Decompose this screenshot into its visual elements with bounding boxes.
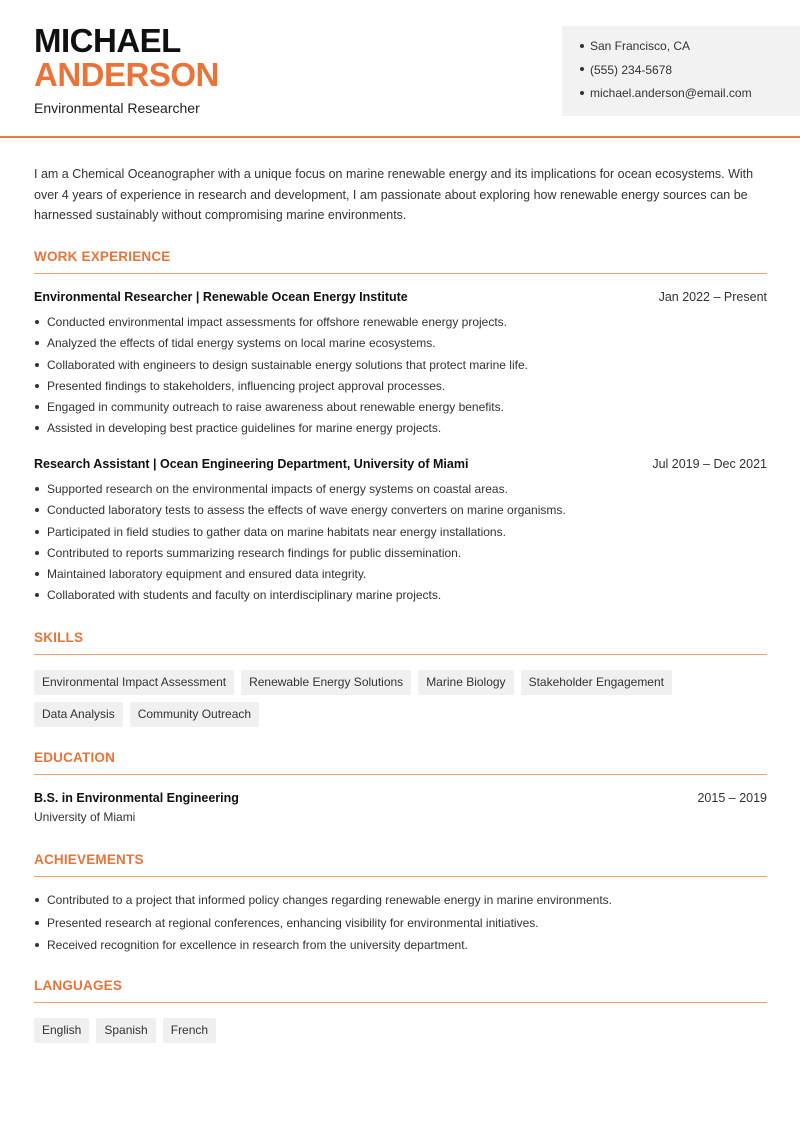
job-entry: [34, 290, 767, 441]
list-item: Presented research at regional conferences, enhancing visibility for environmental initiatives.: [34, 914, 767, 937]
bullet-icon: [580, 44, 584, 48]
list-item: Engaged in community outreach to raise awareness about renewable energy benefits.: [34, 398, 767, 419]
section-title-work: WORK EXPERIENCE: [34, 249, 767, 274]
section-title-achievements: ACHIEVEMENTS: [34, 852, 767, 877]
section-title-education: EDUCATION: [34, 750, 767, 775]
education-entry: [34, 791, 767, 824]
degree: B.S. in Environmental Engineering: [34, 791, 239, 805]
bullet-icon: [580, 67, 584, 71]
skill-tag: Renewable Energy Solutions: [241, 670, 411, 695]
job-header: [34, 457, 767, 471]
language-tag: French: [163, 1018, 216, 1043]
job-title: Environmental Researcher | Renewable Ocean Energy Institute: [34, 290, 408, 304]
contact-location: San Francisco, CA: [580, 37, 800, 61]
list-item: Analyzed the effects of tidal energy systems on local marine ecosystems.: [34, 334, 767, 355]
skill-tag: Environmental Impact Assessment: [34, 670, 234, 695]
job-date: Jan 2022 – Present: [658, 290, 767, 304]
list-item: Contributed to reports summarizing research findings for public dissemination.: [34, 544, 767, 565]
list-item: Contributed to a project that informed policy changes regarding renewable energy in marine environments.: [34, 891, 767, 914]
list-item: Conducted laboratory tests to assess the effects of wave energy converters on marine organisms.: [34, 501, 767, 522]
language-tag: Spanish: [96, 1018, 155, 1043]
job-date: Jul 2019 – Dec 2021: [652, 457, 767, 471]
skill-tag: Marine Biology: [418, 670, 513, 695]
list-item: Received recognition for excellence in research from the university department.: [34, 936, 767, 959]
education-dates: 2015 – 2019: [697, 791, 767, 805]
skill-tag: Stakeholder Engagement: [521, 670, 672, 695]
job-bullets: [34, 480, 767, 608]
job-title: Research Assistant | Ocean Engineering Department, University of Miami: [34, 457, 469, 471]
list-item: Collaborated with engineers to design sustainable energy solutions that protect marine life.: [34, 356, 767, 377]
list-item: Maintained laboratory equipment and ensured data integrity.: [34, 565, 767, 586]
section-title-languages: LANGUAGES: [34, 978, 767, 1003]
resume-header: [0, 0, 800, 138]
job-role: Environmental Researcher: [34, 100, 200, 116]
list-item: Supported research on the environmental impacts of energy systems on coastal areas.: [34, 480, 767, 501]
school: University of Miami: [34, 810, 136, 824]
list-item: Presented findings to stakeholders, influencing project approval processes.: [34, 377, 767, 398]
contact-box: [562, 26, 800, 116]
list-item: Conducted environmental impact assessments for offshore renewable energy projects.: [34, 313, 767, 334]
list-item: Assisted in developing best practice guidelines for marine energy projects.: [34, 419, 767, 440]
bullet-icon: [580, 91, 584, 95]
contact-email[interactable]: michael.anderson@email.com: [580, 84, 800, 108]
job-bullets: [34, 313, 767, 441]
list-item: Participated in field studies to gather data on marine habitats near energy installations.: [34, 523, 767, 544]
languages-list: [34, 1018, 767, 1050]
skill-tag: Community Outreach: [130, 702, 259, 727]
job-entry: [34, 457, 767, 608]
education-header: [34, 791, 767, 805]
achievements-list: [34, 891, 767, 959]
summary: I am a Chemical Oceanographer with a unique focus on marine renewable energy and its implications for ocean ecosystems. With over 4 years of experience in research and development, I am passionate about exploring how renewable energy sources can be harnessed sustainably without compromising marine environments.: [34, 167, 754, 222]
language-tag: English: [34, 1018, 89, 1043]
skill-tag: Data Analysis: [34, 702, 123, 727]
contact-phone: (555) 234-5678: [580, 61, 800, 85]
first-name: MICHAEL: [34, 22, 181, 59]
job-header: [34, 290, 767, 304]
skills-list: [34, 670, 767, 734]
section-title-skills: SKILLS: [34, 630, 767, 655]
list-item: Collaborated with students and faculty on interdisciplinary marine projects.: [34, 586, 767, 607]
last-name: ANDERSON: [34, 56, 219, 93]
candidate-name: [34, 24, 219, 91]
